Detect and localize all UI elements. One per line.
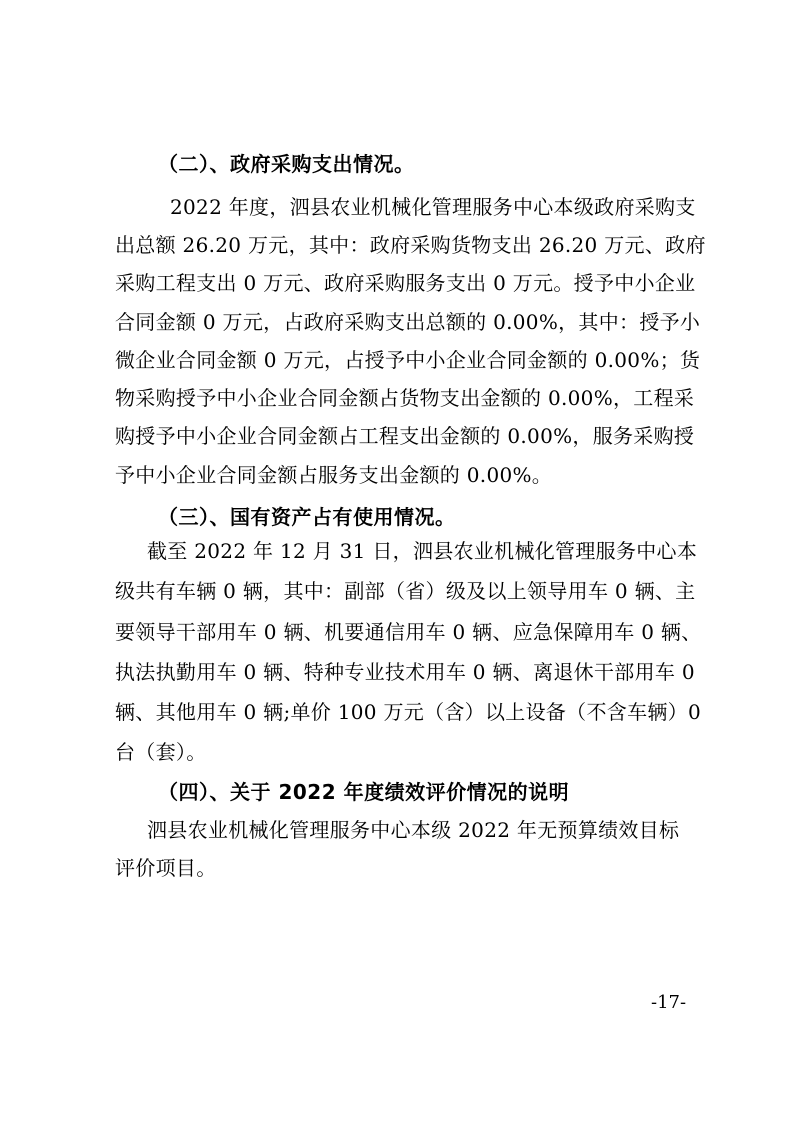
paragraph-line: 予中小企业合同金额占服务支出金额的 0.00%。 (115, 463, 553, 487)
paragraph-line: 合同金额 0 万元，占政府采购支出总额的 0.00%，其中：授予小 (115, 310, 701, 334)
paragraph-line: 评价项目。 (115, 856, 217, 880)
paragraph-line: 要领导干部用车 0 辆、机要通信用车 0 辆、应急保障用车 0 辆、 (115, 620, 702, 644)
paragraph-line: 执法执勤用车 0 辆、特种专业技术用车 0 辆、离退休干部用车 0 (115, 660, 695, 684)
paragraph-line: 2022 年度，泗县农业机械化管理服务中心本级政府采购支 (170, 195, 696, 219)
paragraph-line: 出总额 26.20 万元，其中：政府采购货物支出 26.20 万元、政府 (115, 233, 706, 257)
paragraph-line: 辆、其他用车 0 辆;单价 100 万元（含）以上设备（不含车辆）0 (115, 700, 701, 724)
paragraph-line: 购授予中小企业合同金额占工程支出金额的 0.00%，服务采购授 (115, 424, 695, 448)
paragraph-line: 泗县农业机械化管理服务中心本级 2022 年无预算绩效目标 (147, 818, 680, 842)
paragraph-line: 微企业合同金额 0 万元，占授予中小企业合同金额的 0.00%；货 (115, 348, 701, 372)
page-number: -17- (651, 992, 687, 1013)
paragraph-line: 截至 2022 年 12 月 31 日，泗县农业机械化管理服务中心本 (147, 539, 698, 563)
section-heading-performance: （四）、关于 2022 年度绩效评价情况的说明 (158, 780, 570, 804)
paragraph-line: 级共有车辆 0 辆，其中：副部（省）级及以上领导用车 0 辆、主 (115, 579, 696, 603)
paragraph-line: 采购工程支出 0 万元、政府采购服务支出 0 万元。授予中小企业 (115, 271, 696, 295)
paragraph-line: 物采购授予中小企业合同金额占货物支出金额的 0.00%，工程采 (115, 386, 695, 410)
section-heading-assets: （三）、国有资产占有使用情况。 (158, 505, 456, 529)
paragraph-line: 台（套）。 (115, 740, 207, 764)
section-heading-procurement: （二）、政府采购支出情况。 (158, 152, 415, 176)
